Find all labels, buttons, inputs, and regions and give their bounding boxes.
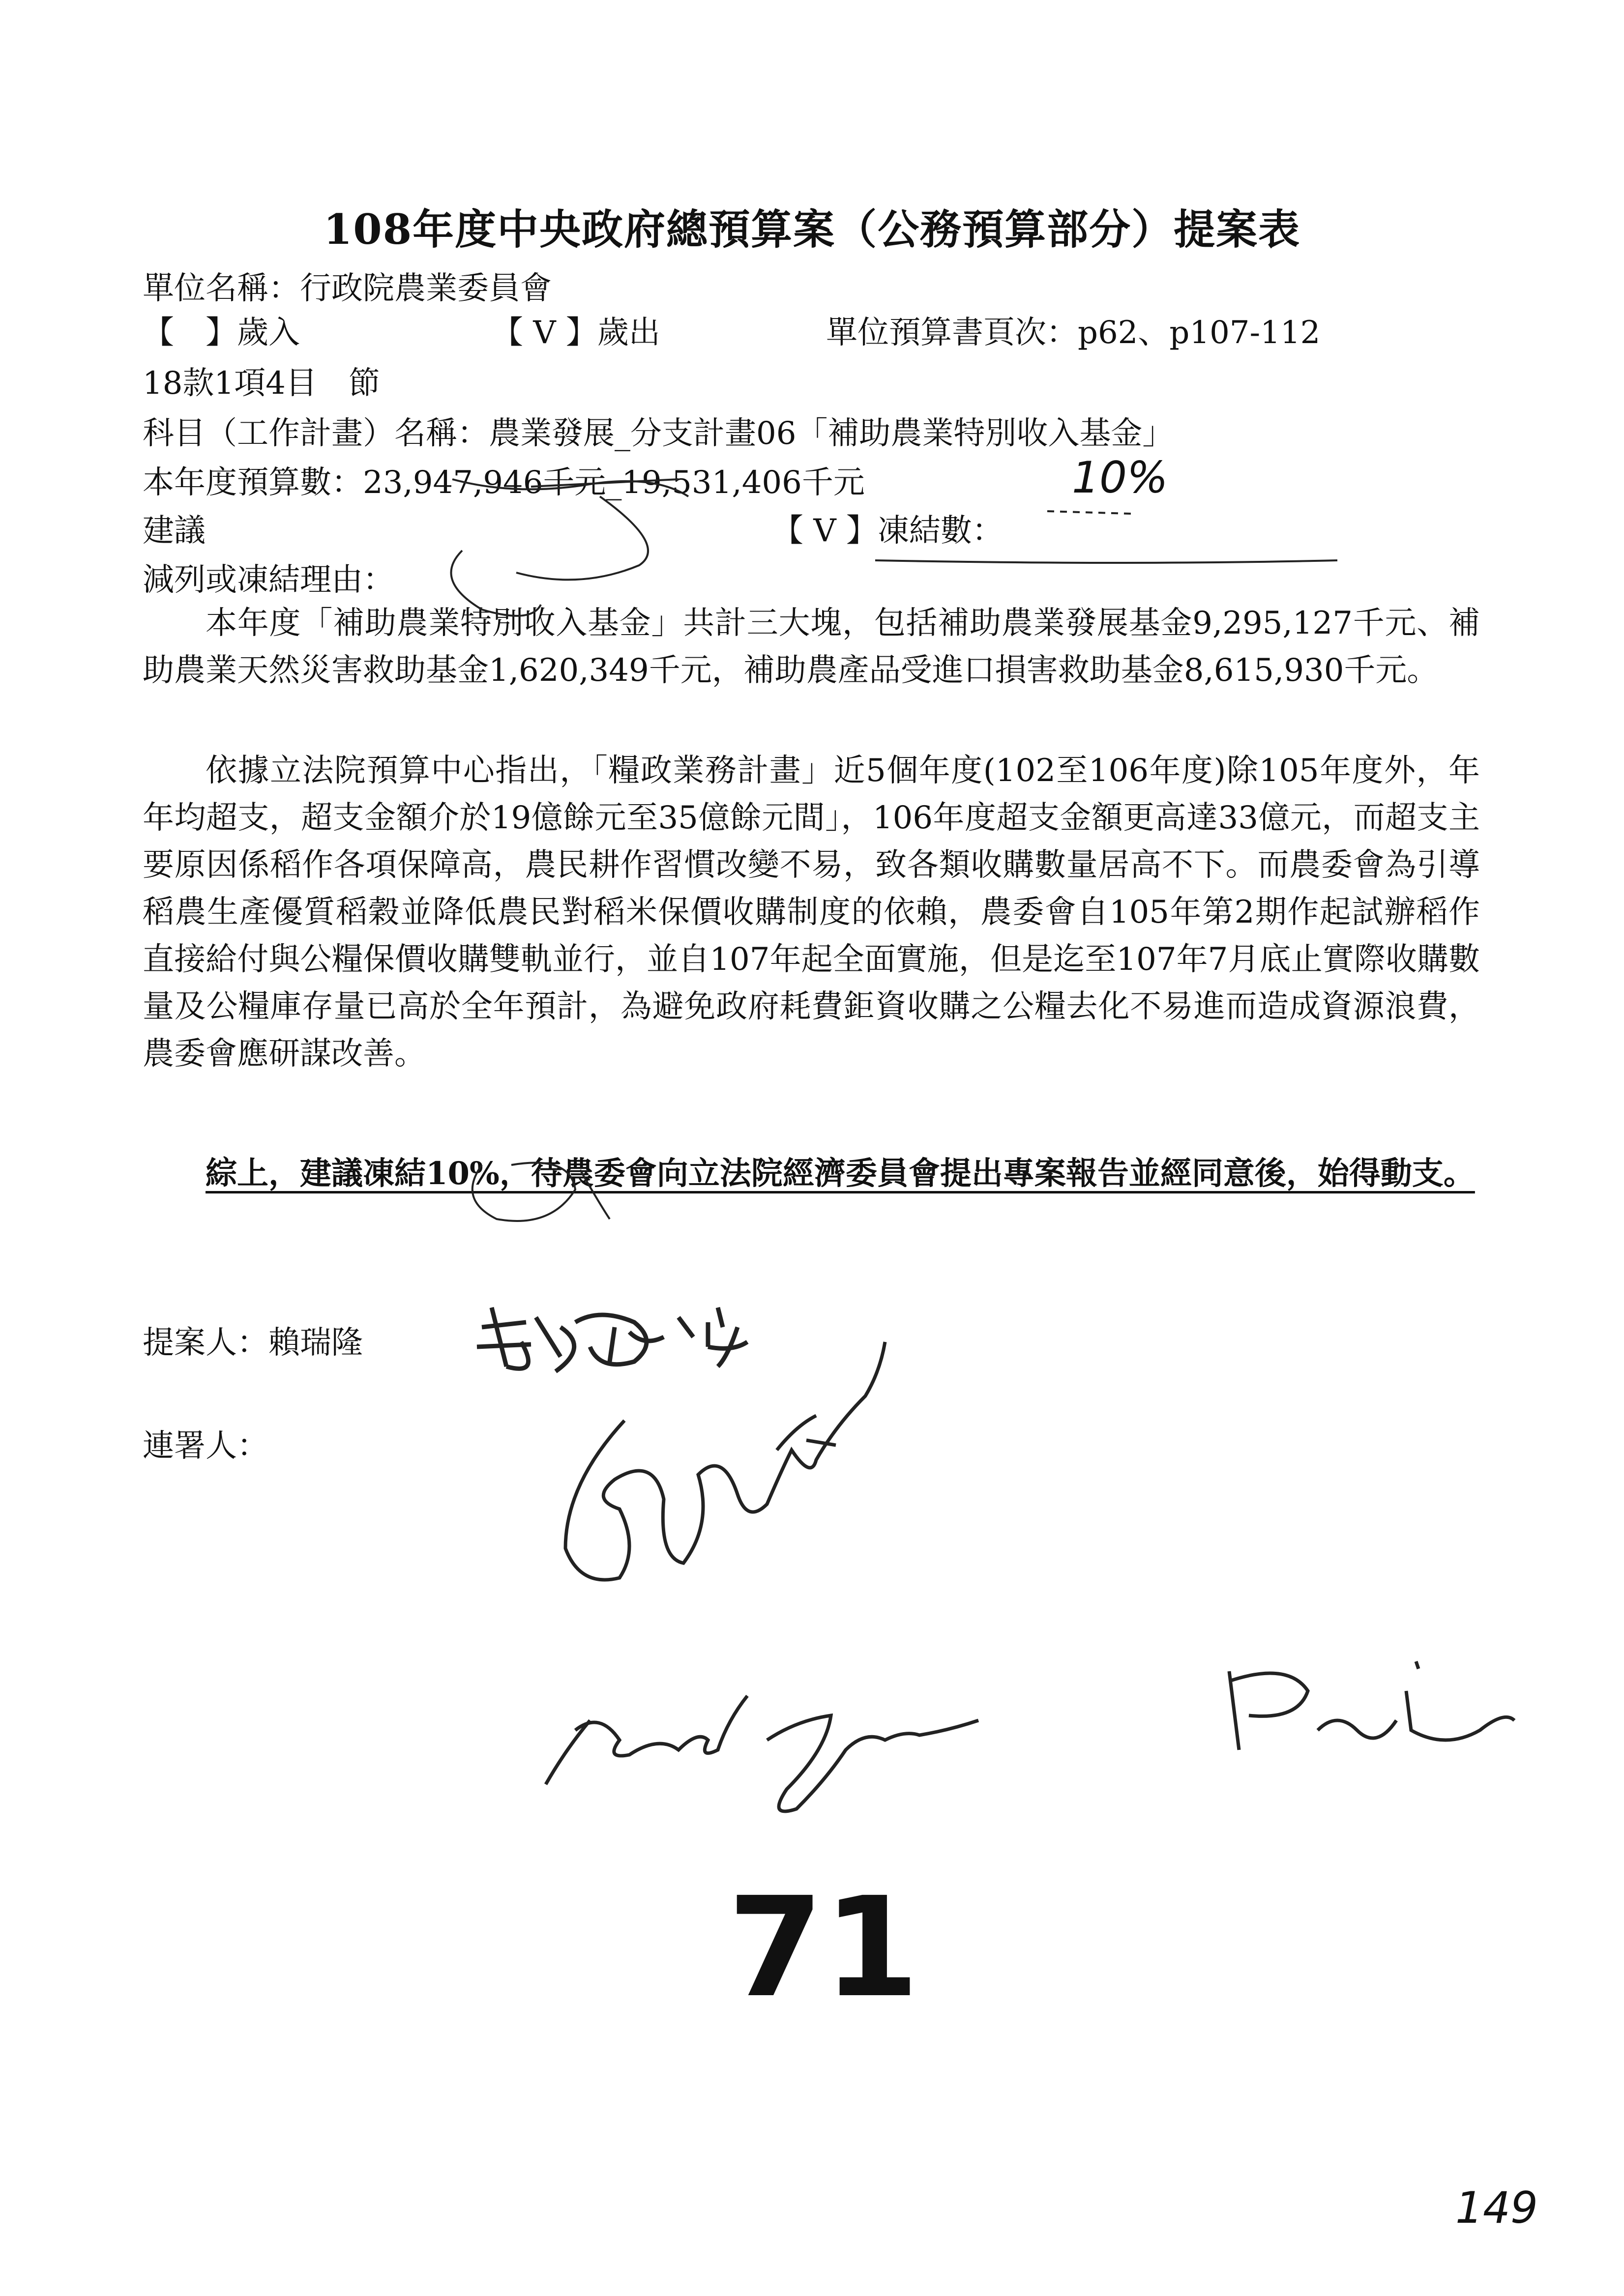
- cosigner-signature-1-image: [565, 1342, 885, 1580]
- suggest-label: 建議: [143, 513, 206, 549]
- reason-paragraph-1: 本年度「補助農業特別收入基金」共計三大塊，包括補助農業發展基金9,295,127千元、補助農業天然災害救助基金1,620,349千元，補助農產品受進口損害救助基金8,615,930千元。: [143, 605, 1480, 689]
- expenditure-checkbox-label: 【 V 】歲出: [492, 315, 660, 351]
- cosigner-signature-2-image: [546, 1661, 1514, 1811]
- budget-amount: 本年度預算數：23,947,946千元_19,531,406千元: [143, 465, 865, 501]
- page-reference: 單位預算書頁次：p62、p107-112: [826, 315, 1321, 351]
- handwritten-percent: 10%: [1072, 452, 1168, 503]
- page-number: 149: [1455, 2182, 1538, 2233]
- unit-name: 單位名稱：行政院農業委員會: [143, 270, 552, 307]
- proposer-line: 提案人：賴瑞隆: [143, 1325, 363, 1361]
- reason-label: 減列或凍結理由：: [143, 562, 394, 598]
- freeze-label: 【 V 】凍結數：: [772, 513, 1004, 549]
- subject-name: 科目（工作計畫）名稱：農業發展_分支計畫06「補助農業特別收入基金」: [143, 415, 1174, 452]
- handwritten-number: 71: [728, 1868, 919, 2028]
- item-code: 18款1項4目 節: [143, 365, 380, 402]
- reason-paragraph-2: 依據立法院預算中心指出，「糧政業務計畫」近5個年度(102至106年度)除105年度外，年年均超支，超支金額介於19億餘元至35億餘元間」，106年度超支金額更高達33億元，而超支主要原因係稻作各項保障高，農民耕作習慣改變不易，致各類收購數量居高不下。而農委會為引導稻農生產優質稻穀並降低農民對稻米保價收購制度的依賴，農委會自105年第2期作起試辦稻作直接給付與公糧保價收購雙軌並行，並自107年起全面實施，但是迄至107年7月底止實際收購數量及公糧庫存量已高於全年預計，為避免政府耗費鉅資收購之公糧去化不易進而造成資源浪費，農委會應研謀改善。: [143, 753, 1480, 1072]
- conclusion-paragraph: 綜上，建議凍結10%，待農委會向立法院經濟委員會提出專案報告並經同意後，始得動支。: [206, 1155, 1475, 1192]
- revenue-checkbox-label: 【 】歲入: [143, 315, 300, 351]
- proposer-signature-image: [477, 1308, 747, 1371]
- document-title: 108年度中央政府總預算案（公務預算部分）提案表: [323, 205, 1301, 254]
- cosigner-label: 連署人：: [143, 1428, 268, 1464]
